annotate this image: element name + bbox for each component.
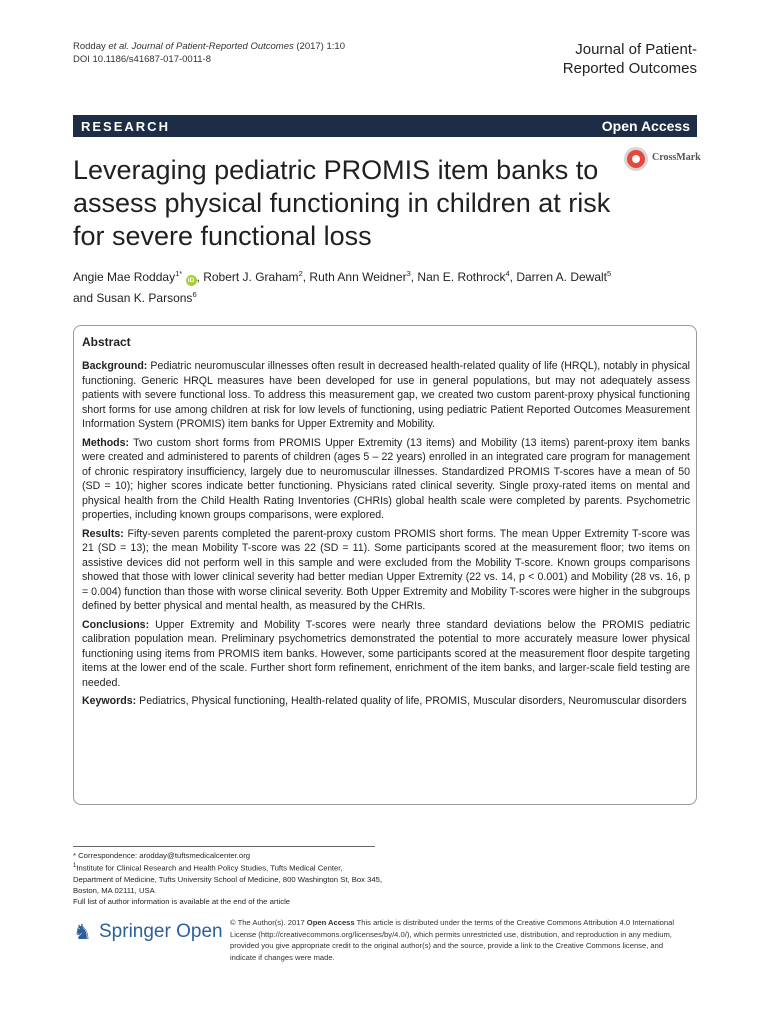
citation-authors: Rodday bbox=[73, 41, 106, 52]
affiliation-note: $^1$Institute for Clinical Research and Health Policy Studies, Tufts Medical Center, Department of Medicine, Tufts University School of Medicine, 800 Washington St, Box 345, Boston, MA 02111, USA bbox=[73, 863, 383, 896]
journal-name[interactable] bbox=[497, 40, 697, 78]
author-name: Darren A. Dewalt bbox=[516, 270, 608, 284]
author-name: Ruth Ann Weidner bbox=[309, 270, 407, 284]
citation-volume: (2017) 1:10 bbox=[293, 41, 345, 52]
crossmark-icon bbox=[624, 147, 648, 171]
section-label: RESEARCH bbox=[81, 119, 170, 134]
author-info-note: Full list of author information is available at the end of the article bbox=[73, 897, 291, 907]
correspondence-email[interactable]: * Correspondence: arodday@tuftsmedicalcenter.org bbox=[73, 851, 251, 860]
footnote-divider bbox=[73, 846, 375, 847]
citation-line bbox=[73, 41, 345, 54]
abstract-background: Background: Pediatric neuromuscular illnesses often result in decreased health-related quality of life (HRQL), notably in physical functioning. Generic HRQL measures have been developed for use in general populations, but may not adequately assess patients with severe functional loss. To address this measurement gap, we created two custom parent-proxy physical functioning short forms for use among children at risk for low levels of functioning, using pediatric Patient Reported Outcomes Measurement Information System (PROMIS) item banks for Upper Extremity and Mobility. bbox=[82, 360, 690, 430]
author-name: Nan E. Rothrock bbox=[417, 270, 506, 284]
abstract-conclusions: Conclusions: Upper Extremity and Mobility T-scores were nearly three standard deviations below the PROMIS pediatric calibration population mean. Preliminary psychometrics demonstrated the potential to more accurately measure lower physical functioning using items from PROMIS item banks. However, some participants scored at the measurement floor despite targeting items at the lower end of the scale. Further short form refinement, enrichment of the item banks, and larger-scale field testing are needed. bbox=[82, 618, 690, 689]
author-affiliation: 4 bbox=[505, 269, 510, 278]
author-affiliation: 1* bbox=[175, 269, 183, 278]
crossmark-button[interactable] bbox=[624, 144, 700, 174]
article-title: Leveraging pediatric PROMIS item banks to assess physical functioning in children at risk for severe functional loss bbox=[73, 155, 611, 251]
abstract-results: Results: Fifty-seven parents completed the parent-proxy custom PROMIS short forms. The mean Upper Extremity T-score was 21 (SD = 13); the mean Mobility T-score was 22 (SD = 11). Some participants scored at the measurement floor; two items on assistive devices did not perform well in this sample and were excluded from the Mobility T-score. Known groups comparisons showed that those with lower clinical severity had better median Upper Extremity (22 vs. 14, p < 0.001) and Mobility (28 vs. 16, p = 0.004) function than those with worse clinical severity. Both Upper Extremity and Mobility T-scores were higher in the subgroups defined by better physical and mental health, as measured by the CHRIs. bbox=[82, 527, 690, 612]
citation-block bbox=[73, 41, 345, 66]
abstract-box bbox=[73, 325, 697, 805]
open-access-label: Open Access bbox=[601, 118, 690, 134]
author-name: Robert J. Graham bbox=[203, 270, 299, 284]
abstract-heading: Abstract bbox=[82, 335, 131, 349]
springer-horse-icon: ♞ bbox=[73, 921, 92, 944]
author-affiliation: 2 bbox=[298, 269, 303, 278]
author-list: Angie Mae Rodday$^{1*}$ iD , Robert J. Graham$^2$, Ruth Ann Weidner$^3$, Nan E. Rothrock$^4$, Darren A. Dewalt$^5$ and Susan K. Parsons$^6$ bbox=[73, 269, 612, 305]
springer-wordmark: Springer Open bbox=[99, 921, 223, 942]
orcid-icon[interactable]: iD bbox=[186, 275, 197, 286]
journal-name-line1: Journal of Patient- bbox=[575, 41, 697, 58]
license-text: © The Author(s). 2017 Open Access This article is distributed under the terms of the Creative Commons Attribution 4.0 International License (http://creativecommons.org/licenses/by/4.0/), which permits unrestricted use, distribution, and reproduction in any medium, provided you give appropriate credit to the original author(s) and the source, provide a link to the Creative Commons license, and indicate if changes were made. bbox=[230, 918, 675, 963]
abstract-keywords: Keywords: Pediatrics, Physical functioning, Health-related quality of life, PROMIS, Muscular disorders, Neuromuscular disorders bbox=[82, 695, 687, 707]
doi-line[interactable]: DOI 10.1186/s41687-017-0011-8 bbox=[73, 53, 212, 65]
crossmark-label: CrossMark bbox=[652, 152, 701, 163]
journal-name-line2: Reported Outcomes bbox=[562, 60, 697, 77]
springer-open-logo[interactable] bbox=[73, 920, 223, 946]
author-affiliation: 3 bbox=[406, 269, 411, 278]
author-name: Angie Mae Rodday bbox=[73, 270, 176, 284]
author-affiliation: 6 bbox=[192, 290, 197, 299]
author-joiner: and bbox=[73, 291, 94, 305]
citation-journal: et al. Journal of Patient-Reported Outcomes bbox=[108, 41, 294, 52]
author-name: Susan K. Parsons bbox=[96, 291, 193, 305]
author-affiliation: 5 bbox=[607, 269, 612, 278]
abstract-methods: Methods: Two custom short forms from PROMIS Upper Extremity (13 items) and Mobility (13 items) parent-proxy item banks were created and administered to parents of children (ages 5 – 22 years) enrolled in an integrated care program for management of chronic respiratory insufficiency, largely due to neuromuscular illnesses. Standardized PROMIS T-scores have a mean of 50 (SD = 10); higher scores indicate better functioning. Physicians rated clinical severity. Single proxy-rated items on mental and physical health from the Child Health Rating Inventories (CHRIs) global health scale were completed by parents. Psychometric properties, including known groups comparisons, were explored. bbox=[82, 436, 690, 521]
research-banner bbox=[73, 115, 697, 137]
footnotes bbox=[73, 850, 383, 908]
